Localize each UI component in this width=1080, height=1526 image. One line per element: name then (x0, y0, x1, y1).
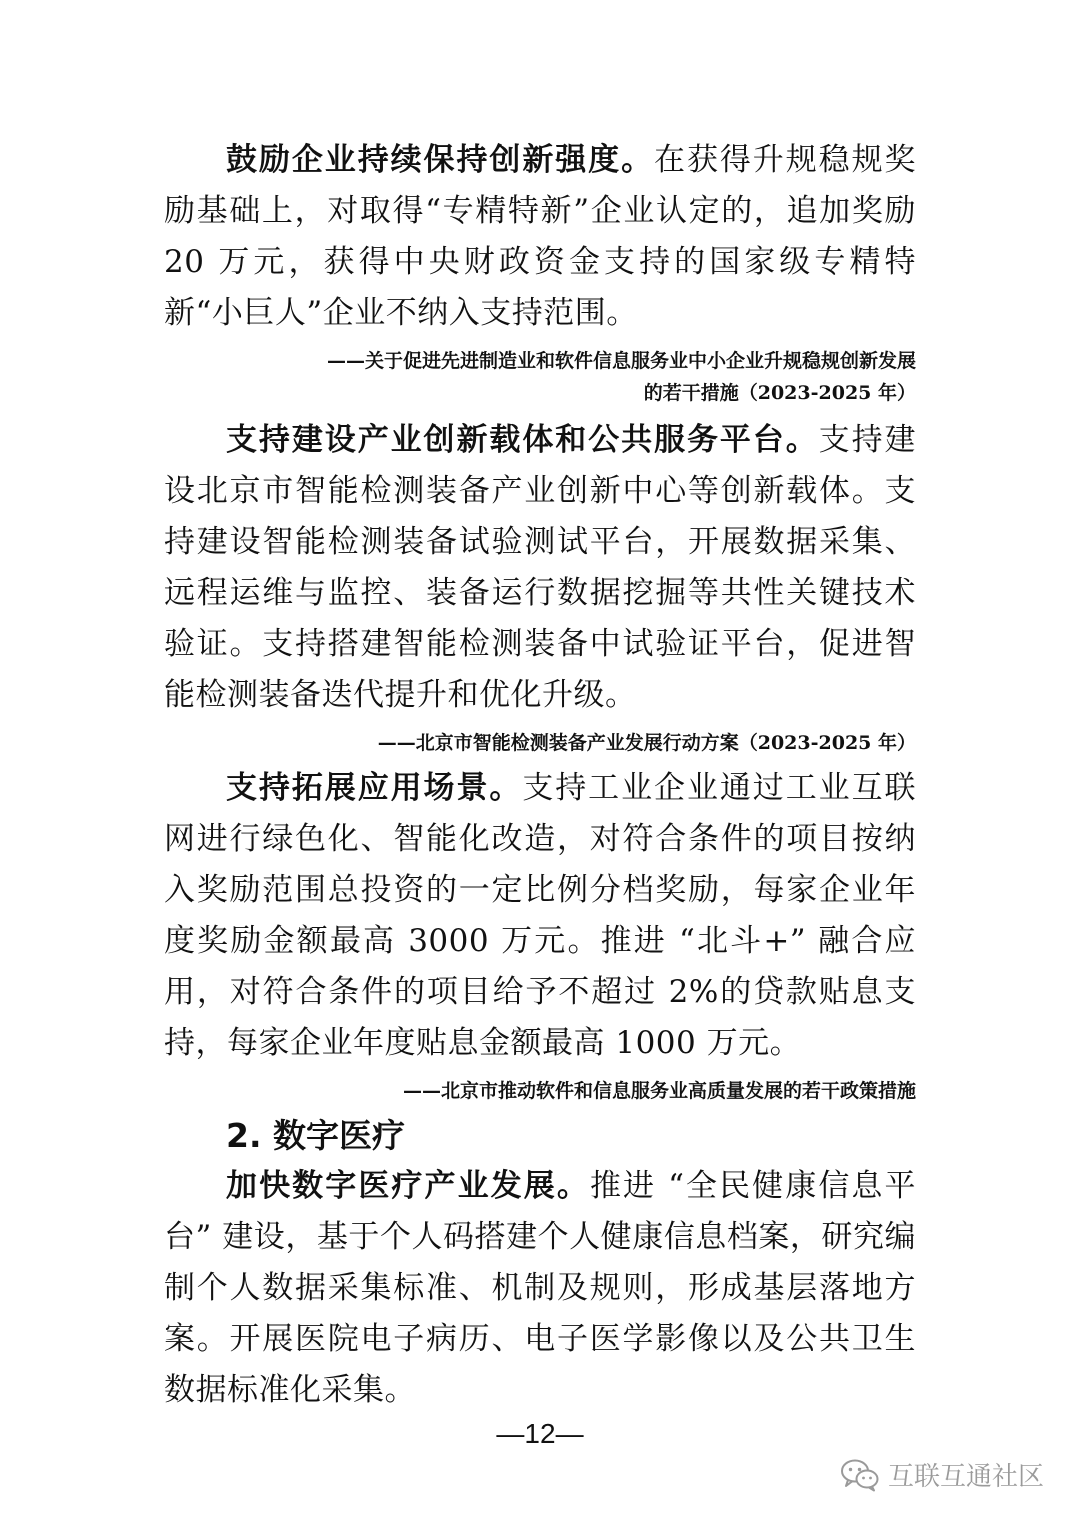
source-citation: ——北京市推动软件和信息服务业高质量发展的若干政策措施 (402, 1080, 916, 1102)
wechat-icon (840, 1458, 880, 1492)
paragraph-innovation-platforms (164, 415, 916, 721)
paragraph-text: 在获得升规稳规奖励基础上，对取得“专精特新”企业认定的，追加奖励 20 万元，获得中央财政资金支持的国家级专精特新“小巨人”企业不纳入支持范围。 (164, 142, 917, 331)
paragraph-digital-healthcare (164, 1161, 916, 1416)
source-citation: ——北京市智能检测装备产业发展行动方案（2023-2025 年） (377, 732, 916, 754)
source-citation-continued: 的若干措施（2023-2025 年） (643, 382, 916, 404)
paragraph-lead: 鼓励企业持续保持创新强度。 (226, 142, 655, 178)
paragraph-lead: 支持建设产业创新载体和公共服务平台。 (226, 422, 819, 458)
source-citation: ——关于促进先进制造业和软件信息服务业中小企业升规稳规创新发展 (326, 350, 916, 372)
paragraph-text: 支持工业企业通过工业互联网进行绿色化、智能化改造，对符合条件的项目按纳入奖励范围总投资的一定比例分档奖励，每家企业年度奖励金额最高 3000 万元。推进 “北斗+” 融合应用，对符合条件的项目给予不超过 2%的贷款贴息支持，每家企业年度贴息金额最高 1000 万元。 (164, 770, 917, 1061)
paragraph-innovation-intensity (164, 135, 916, 339)
section-heading: 2. 数字医疗 (226, 1116, 405, 1155)
page-number: —12— (496, 1418, 584, 1449)
paragraph-text: 推进 “全民健康信息平台” 建设，基于个人码搭建个人健康信息档案，研究编制个人数据采集标准、机制及规则，形成基层落地方案。开展医院电子病历、电子医学影像以及公共卫生数据标准化采集。 (164, 1168, 917, 1408)
paragraph-lead: 加快数字医疗产业发展。 (226, 1168, 590, 1204)
paragraph-lead: 支持拓展应用场景。 (226, 770, 523, 806)
watermark (840, 1456, 1044, 1493)
paragraph-application-scenarios (164, 763, 916, 1069)
watermark-text: 互联互通社区 (887, 1462, 1044, 1492)
paragraph-text: 支持建设北京市智能检测装备产业创新中心等创新载体。支持建设智能检测装备试验测试平台，开展数据采集、远程运维与监控、装备运行数据挖掘等共性关键技术验证。支持搭建智能检测装备中试验证平台，促进智能检测装备迭代提升和优化升级。 (164, 422, 917, 713)
document-body (164, 135, 916, 1416)
